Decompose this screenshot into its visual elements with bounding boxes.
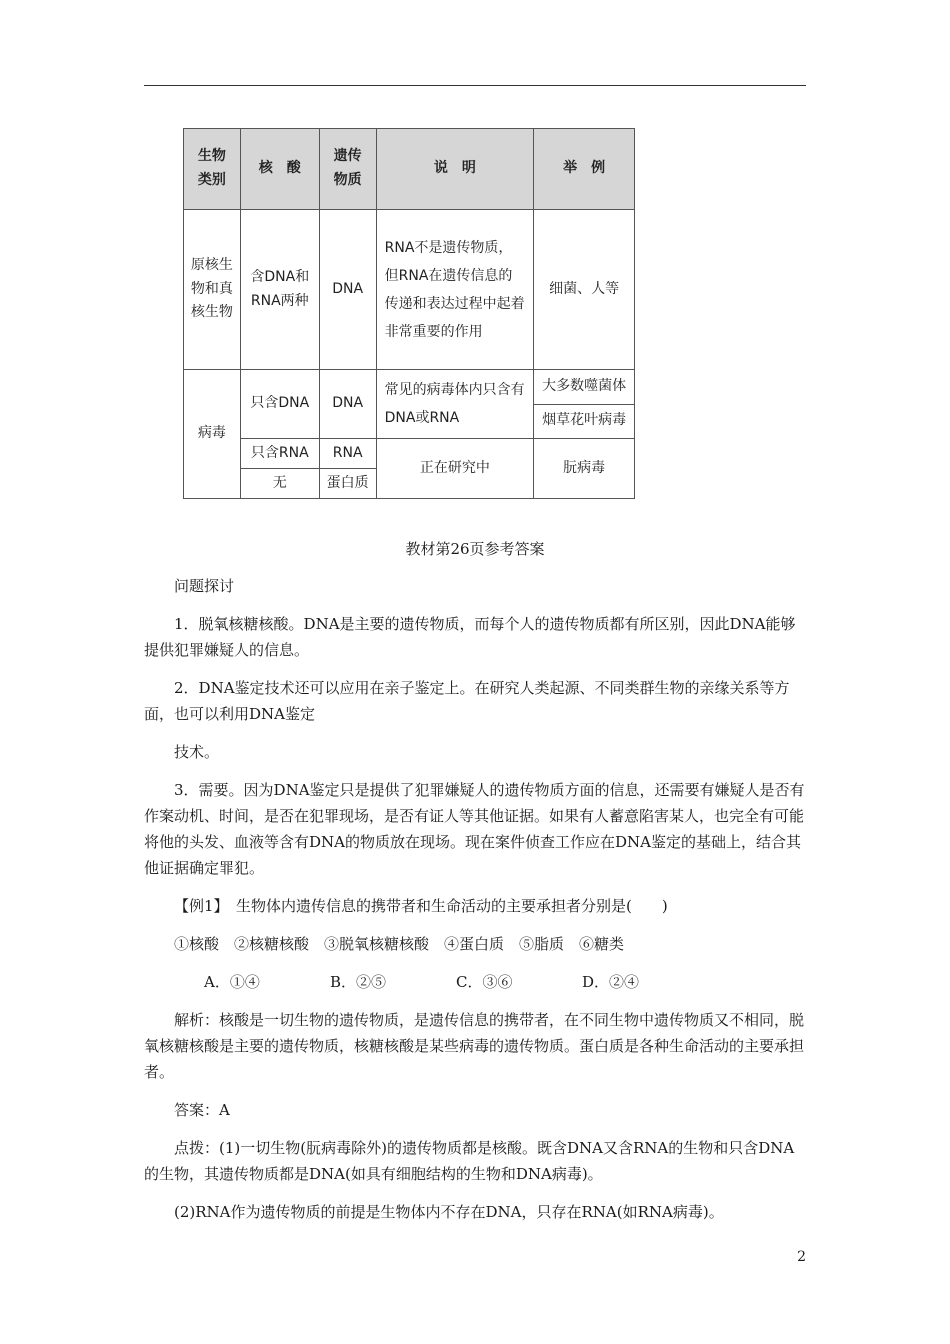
cell-virus-material-2: RNA	[319, 439, 376, 469]
table-row	[184, 439, 635, 469]
header-nucleic-acid: 核 酸	[240, 129, 319, 210]
tip-1: 点拨：(1)一切生物(朊病毒除外)的遗传物质都是核酸。既含DNA又含RNA的生物和只含DNA的生物，其遗传物质都是DNA(如具有细胞结构的生物和DNA病毒)。	[144, 1139, 795, 1183]
example-question: 【例1】 生物体内遗传信息的携带者和生命活动的主要承担者分别是( )	[174, 897, 668, 915]
cell-material: DNA	[319, 210, 376, 370]
cell-category: 原核生 物和真 核生物	[184, 210, 241, 370]
cell-virus-note: 常见的病毒体内只含有DNA或RNA	[376, 370, 534, 439]
cell-virus-example-3: 朊病毒	[534, 439, 635, 499]
header-examples: 举 例	[534, 129, 635, 210]
answer-paragraph-2: 2．DNA鉴定技术还可以应用在亲子鉴定上。在研究人类起源、不同类群生物的亲缘关系等方面，也可以利用DNA鉴定	[144, 679, 790, 723]
cell-virus-material-1: DNA	[319, 370, 376, 439]
cell-virus-note-3: 正在研究中	[376, 439, 534, 499]
cell-virus-example-1: 大多数噬菌体	[534, 370, 635, 405]
cell-nucleic: 含DNA和 RNA两种	[240, 210, 319, 370]
table-row	[184, 370, 635, 405]
page-number: 2	[797, 1249, 806, 1265]
table-row	[184, 210, 635, 370]
tip-2: (2)RNA作为遗传物质的前提是生物体内不存在DNA，只存在RNA(如RNA病毒)。	[174, 1203, 724, 1221]
cell-virus-nucleic-1: 只含DNA	[240, 370, 319, 439]
subheading: 问题探讨	[174, 577, 235, 595]
body-text	[144, 573, 806, 1225]
choice-b: B．②⑤	[330, 973, 387, 991]
header-category: 生物 类别	[184, 129, 241, 210]
cell-virus-nucleic-2: 只含RNA	[240, 439, 319, 469]
biology-table	[183, 128, 635, 499]
cell-virus-category: 病毒	[184, 370, 241, 499]
cell-virus-material-3: 蛋白质	[319, 469, 376, 499]
cell-virus-example-2: 烟草花叶病毒	[534, 404, 635, 439]
cell-virus-nucleic-3: 无	[240, 469, 319, 499]
table-header-row	[184, 129, 635, 210]
analysis: 解析：核酸是一切生物的遗传物质，是遗传信息的携带者，在不同生物中遗传物质又不相同，脱氧核糖核酸是主要的遗传物质，核糖核酸是某些病毒的遗传物质。蛋白质是各种生命活动的主要承担者。	[144, 1011, 805, 1081]
cell-note: RNA不是遗传物质，但RNA在遗传信息的传递和表达过程中起着非常重要的作用	[376, 210, 534, 370]
choice-d: D．②④	[582, 973, 640, 991]
choice-a: A．①④	[204, 973, 260, 991]
answer-paragraph-2-continued: 技术。	[174, 743, 220, 761]
answer: 答案：A	[174, 1101, 230, 1119]
header-rule	[144, 85, 806, 86]
cell-example: 细菌、人等	[534, 210, 635, 370]
example-choices	[144, 969, 806, 995]
answer-paragraph-3: 3．需要。因为DNA鉴定只是提供了犯罪嫌疑人的遗传物质方面的信息，还需要有嫌疑人是否有作案动机、时间，是否在犯罪现场，是否有证人等其他证据。如果有人蓄意陷害某人，也完全有可能将他的头发、血液等含有DNA的物质放在现场。现在案件侦查工作应在DNA鉴定的基础上，结合其他证据确定罪犯。	[144, 781, 805, 877]
header-description: 说 明	[376, 129, 534, 210]
section-title: 教材第26页参考答案	[405, 540, 545, 558]
answer-paragraph-1: 1．脱氧核糖核酸。DNA是主要的遗传物质，而每个人的遗传物质都有所区别，因此DNA能够提供犯罪嫌疑人的信息。	[144, 615, 796, 659]
header-genetic-material: 遗传 物质	[319, 129, 376, 210]
example-items: ①核酸 ②核糖核酸 ③脱氧核糖核酸 ④蛋白质 ⑤脂质 ⑥糖类	[174, 935, 625, 953]
choice-c: C．③⑥	[456, 973, 513, 991]
